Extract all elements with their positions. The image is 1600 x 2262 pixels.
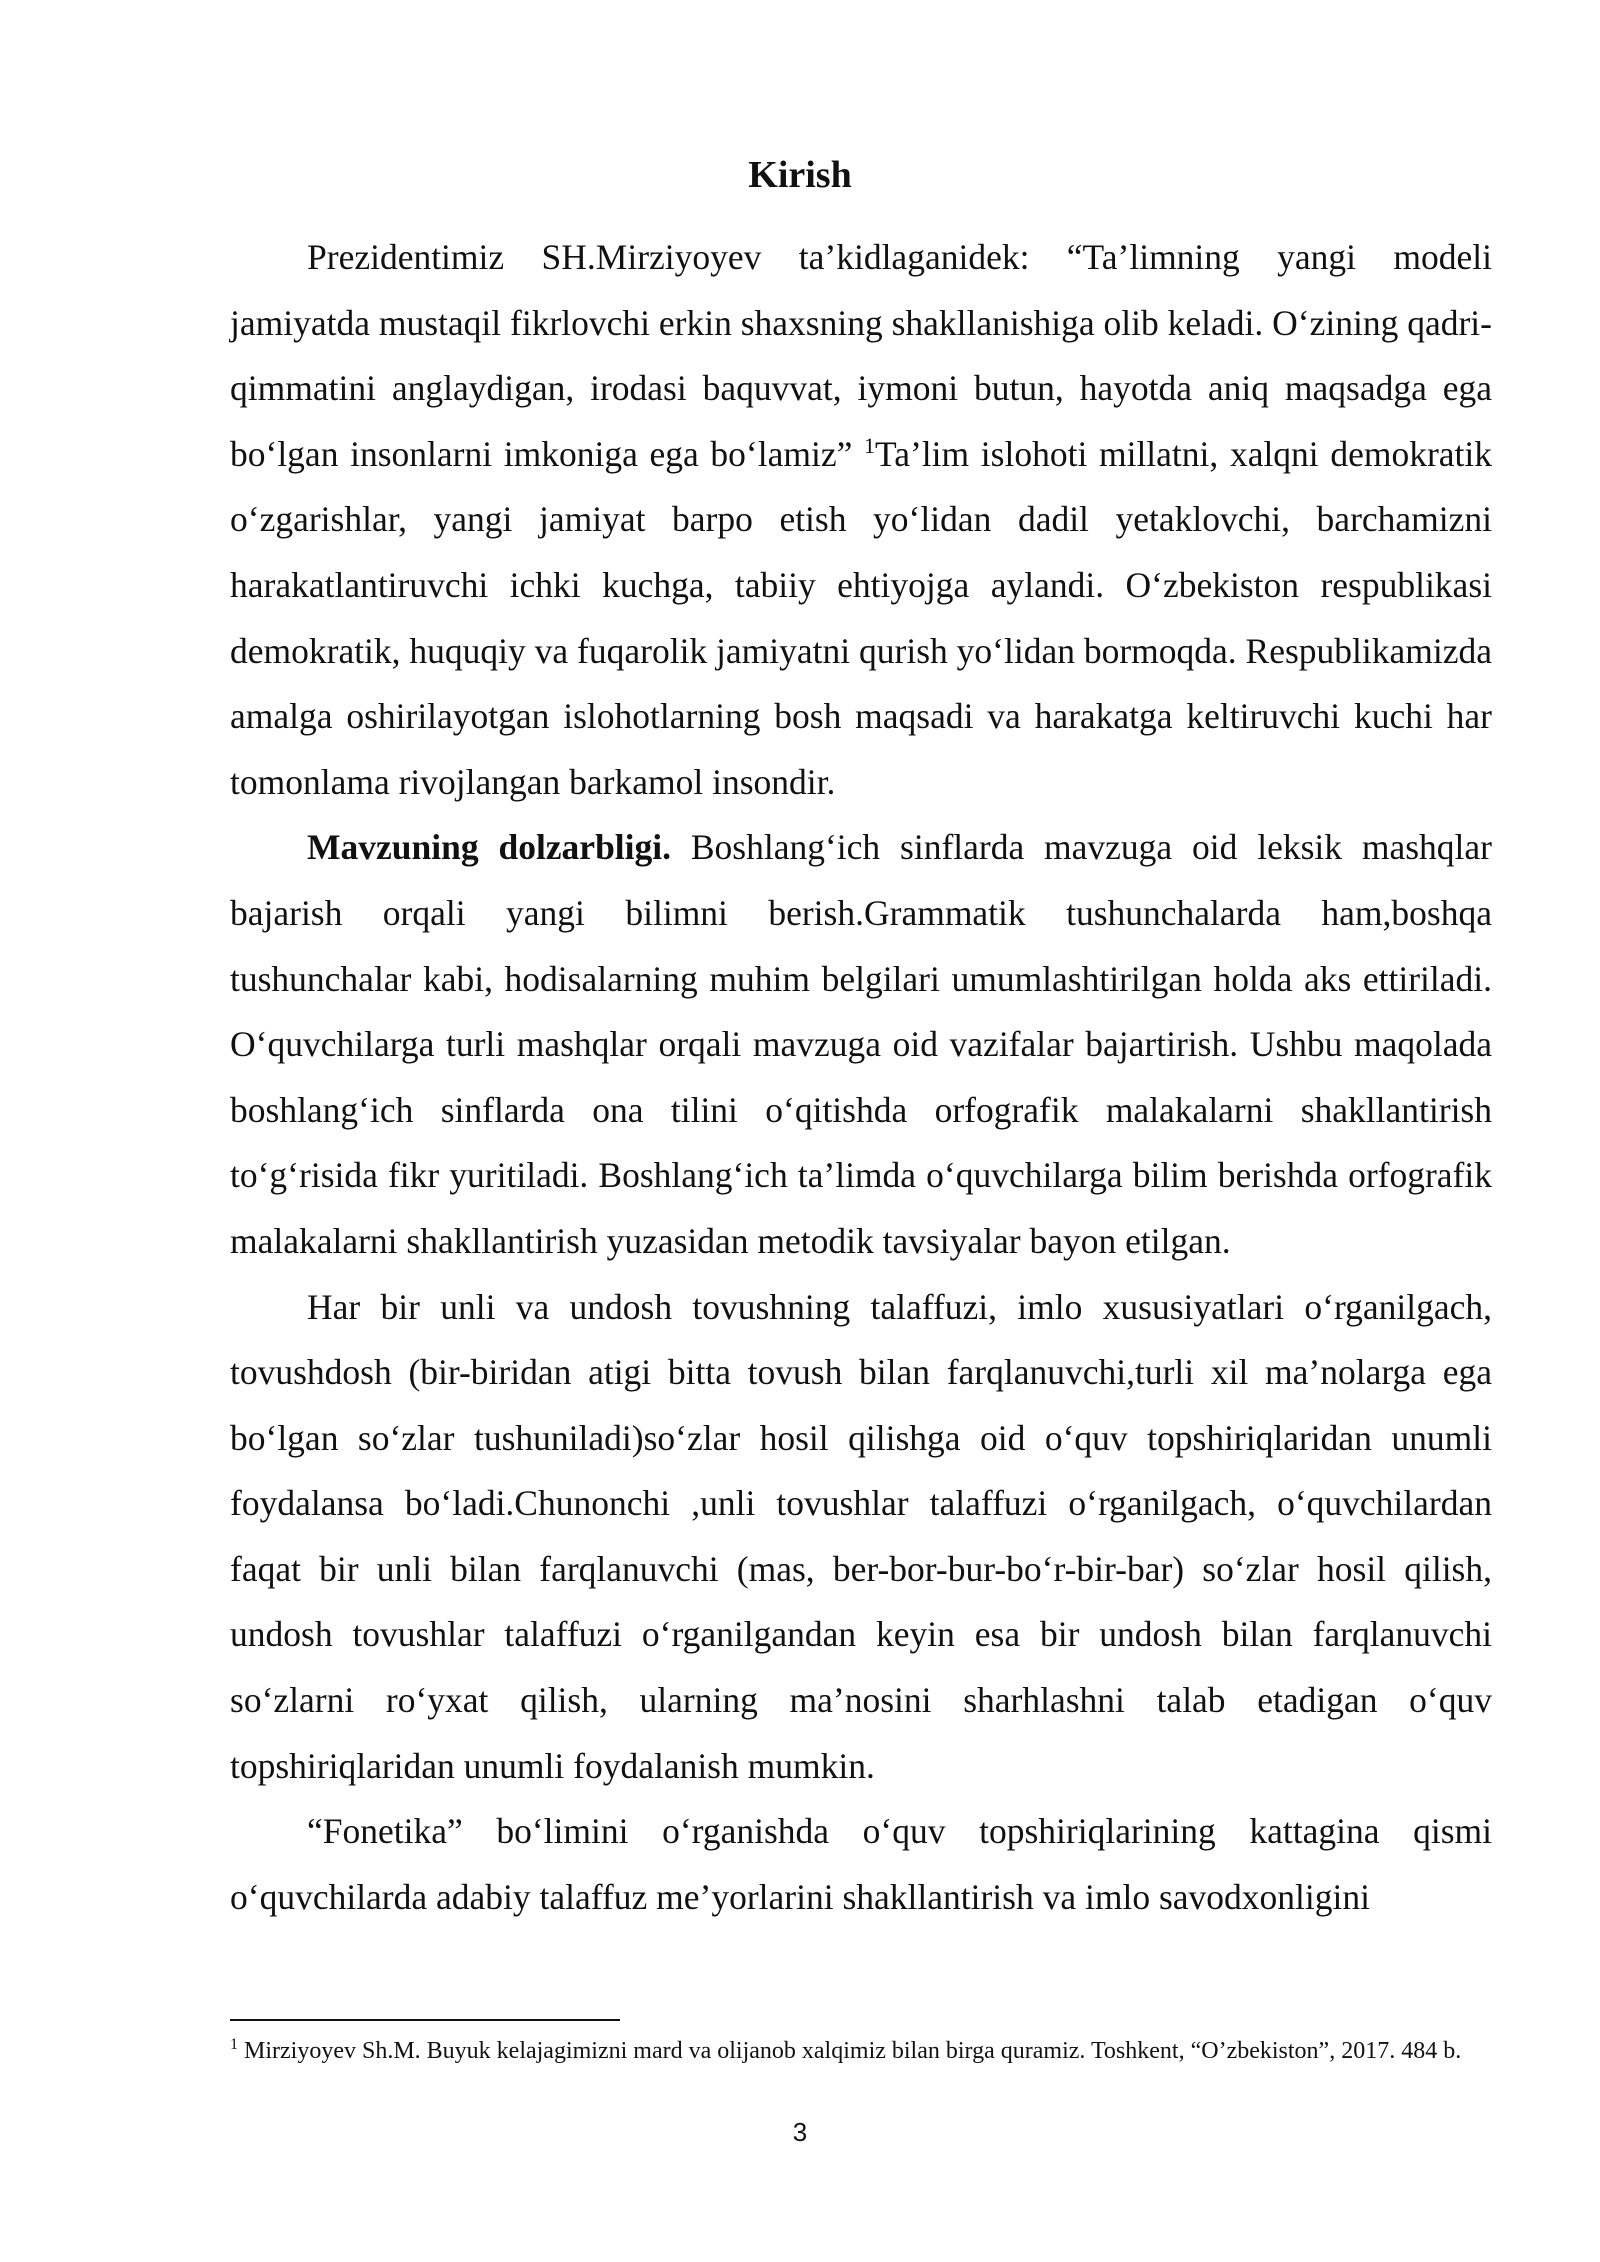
footnote-reference[interactable]: 1	[864, 432, 876, 458]
paragraph-fonetika	[230, 1799, 1492, 1930]
body-text	[230, 225, 1492, 1930]
footnote-text: Mirziyoyev Sh.M. Buyuk kelajagimizni mard va olijanob xalqimiz bilan birga quramiz. Toshkent, “O’zbekiston”, 2017. 484 b.	[238, 2038, 1462, 2064]
paragraph-phonetics	[230, 1275, 1492, 1800]
paragraph-intro-text: Ta’lim islohoti millatni, xalqni demokratik o‘zgarishlar, yangi jamiyat barpo etish yo‘lidan dadil yetaklovchi, barchamizni harakatlantiruvchi ichki kuchga, tabiiy ehtiyojga aylandi. O‘zbekiston respublikasi demokratik, huquqiy va fuqarolik jamiyatni qurish yo‘lidan bormoqda. Respublikamizda amalga oshirilayotgan islohotlarning bosh maqsadi va harakatga keltiruvchi kuchi har tomonlama rivojlangan barkamol insondir.	[230, 433, 1493, 802]
paragraph-relevance-text: Boshlang‘ich sinflarda mavzuga oid leksik mashqlar bajarish orqali yangi bilimni berish.Grammatik tushunchalarda ham,boshqa tushunchalar kabi, hodisalarning muhim belgilari umumlashtirilgan holda aks ettiriladi. O‘quvchilarga turli mashqlar orqali mavzuga oid vazifalar bajartirish. Ushbu maqolada boshlang‘ich sinflarda ona tilini o‘qitishda orfografik malakalarni shakllantirish to‘g‘risida fikr yuritiladi. Boshlang‘ich ta’limda o‘quvchilarga bilim berishda orfografik malakalarni shakllantirish yuzasidan metodik tavsiyalar bayon etilgan.	[230, 827, 1492, 1261]
footnote-mark: 1	[230, 2036, 238, 2053]
paragraph-relevance-heading: Mavzuning dolzarbligi.	[307, 827, 672, 868]
paragraph-intro-text-before-ref: Prezidentimiz SH.Mirziyoyev ta’kidlaganidek: “Ta’limning yangi modeli jamiyatda mustaqil fikrlovchi erkin shaxsning shakllanishiga olib keladi. O‘zining qadri-qimmatini anglaydigan, irodasi baquvvat, iymoni butun, hayotda aniq maqsadga ega bo‘lgan insonlarni imkoniga ega bo‘lamiz”	[230, 237, 1492, 474]
page-title: Kirish	[748, 154, 852, 196]
paragraph-fonetika-text: “Fonetika” bo‘limini o‘rganishda o‘quv topshiriqlarining kattagina qismi o‘quvchilarda adabiy talaffuz me’yorlarini shakllantirish va imlo savodxonligini	[230, 1811, 1492, 1917]
footnote-separator	[230, 2019, 620, 2021]
page-number: 3	[792, 2117, 808, 2147]
paragraph-relevance	[230, 815, 1492, 1274]
paragraph-intro	[230, 225, 1492, 815]
paragraph-phonetics-text: Har bir unli va undosh tovushning talaffuzi, imlo xususiyatlari o‘rganilgach, tovushdosh (bir-biridan atigi bitta tovush bilan farqlanuvchi,turli xil ma’nolarga ega bo‘lgan so‘zlar tushuniladi)so‘zlar hosil qilishga oid o‘quv topshiriqlaridan unumli foydalansa bo‘ladi.Chunonchi ,unli tovushlar talaffuzi o‘rganilgach, o‘quvchilardan faqat bir unli bilan farqlanuvchi (mas, ber-bor-bur-bo‘r-bir-bar) so‘zlar hosil qilish, undosh tovushlar talaffuzi o‘rganilgandan keyin esa bir undosh bilan farqlanuvchi so‘zlarni ro‘yxat qilish, ularning ma’nosini sharhlashni talab etadigan o‘quv topshiriqlaridan unumli foydalanish mumkin.	[230, 1286, 1492, 1786]
footnote	[230, 2034, 1492, 2068]
